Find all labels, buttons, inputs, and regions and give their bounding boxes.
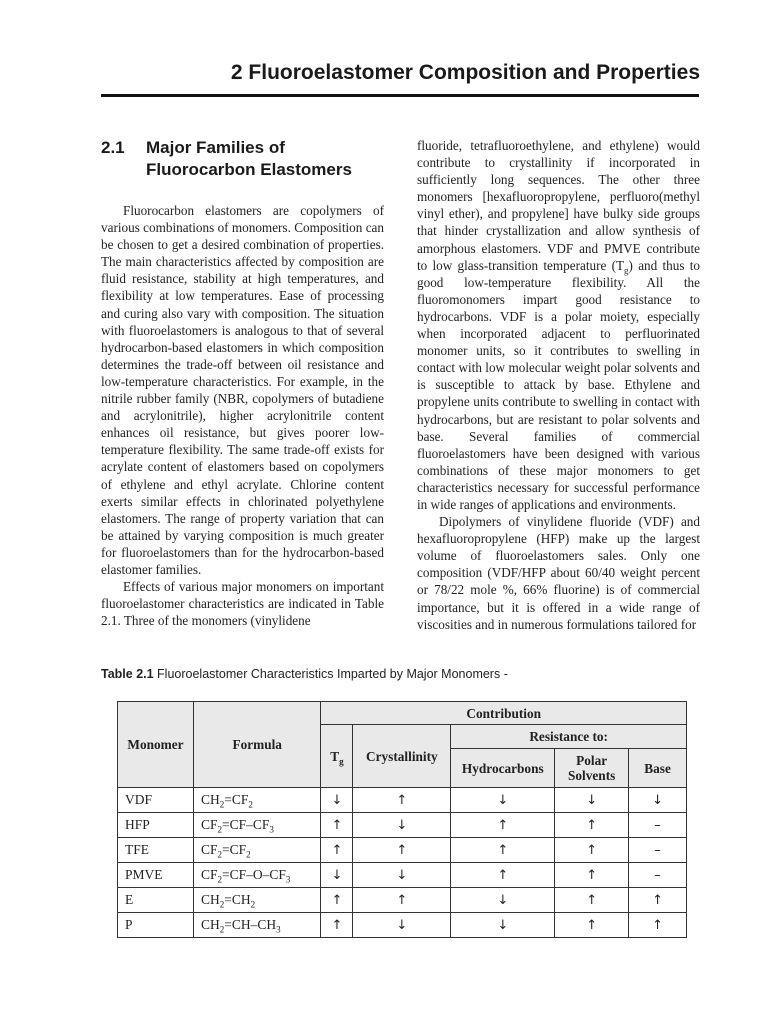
table-row: [118, 863, 687, 888]
left-paragraph-2: Effects of various major monomers on important fluoroelastomer characteristics are indicated in Table 2.1. Three of the monomers (vinylidene: [101, 579, 384, 629]
tg-subscript: g: [624, 265, 629, 276]
cell-tg: ↓: [321, 788, 353, 813]
section-number: 2.1: [101, 138, 125, 157]
cell-formula: $CF_2=CF_2$: [193, 838, 321, 863]
cell-monomer: TFE: [118, 838, 194, 863]
cell-crystallinity: ↓: [353, 863, 451, 888]
table-row: [118, 813, 687, 838]
cell-crystallinity: ↓: [353, 913, 451, 938]
cell-base: ↓: [629, 788, 687, 813]
cell-monomer: P: [118, 913, 194, 938]
header-formula: Formula: [193, 702, 321, 788]
table-row: [118, 788, 687, 813]
header-polar-solvents: Polar Solvents: [555, 749, 629, 788]
cell-hydrocarbons: ↑: [451, 863, 555, 888]
cell-base: ↑: [629, 888, 687, 913]
table-caption-label: Table 2.1: [101, 667, 154, 681]
right-paragraph-1: [417, 137, 700, 513]
section-title-line2: Fluorocarbon Elastomers: [146, 160, 352, 179]
section-title-line1: Major Families of: [146, 138, 285, 157]
title-rule: [101, 94, 699, 97]
cell-base: ↑: [629, 913, 687, 938]
cell-polar-solvents: ↓: [555, 788, 629, 813]
cell-polar-solvents: ↑: [555, 838, 629, 863]
cell-tg: ↑: [321, 913, 353, 938]
right-paragraph-1-part1: fluoride, tetrafluoroethylene, and ethylene) would contribute to crystallinity if incorporated in sufficiently long sequences. The other three monomers [hexafluoropropylene, perfluoro(methyl vinyl ether), and propylene] have bulky side groups that hinder crystallization and allow synthesis of amorphous elastomers. VDF and PMVE contribute to low glass-transition temperature (T: [417, 138, 700, 273]
table-row: [118, 913, 687, 938]
section-heading: [101, 137, 384, 181]
section-title: [146, 137, 352, 181]
cell-crystallinity: ↑: [353, 838, 451, 863]
cell-crystallinity: ↑: [353, 788, 451, 813]
table-caption-text: Fluoroelastomer Characteristics Imparted by Major Monomers -: [153, 667, 508, 681]
table-row: [118, 888, 687, 913]
cell-formula: $CH_2=CH_2$: [193, 888, 321, 913]
right-paragraph-1-part2: ) and thus to good low-temperature flexibility. All the fluoromonomers impart good resistance to hydrocarbons. VDF is a polar moiety, especially when incorporated adjacent to perfluorinated monomer units, so it contributes to swelling in contact with low molecular weight polar solvents and is susceptible to attack by base. Ethylene and propylene units contribute to swelling in contact with hydrocarbons, but are resistant to polar solvents and base. Several families of commercial fluoroelastomers have been designed with various combinations of these major monomers to get characteristics necessary for successful performance in wide ranges of applications and environments.: [417, 257, 700, 512]
chapter-title: 2 Fluoroelastomer Composition and Properties: [230, 61, 700, 84]
table-body: [118, 788, 687, 938]
cell-tg: ↑: [321, 888, 353, 913]
cell-monomer: HFP: [118, 813, 194, 838]
cell-hydrocarbons: ↑: [451, 838, 555, 863]
cell-formula: $CH_2=CH-CH_3$: [193, 913, 321, 938]
cell-tg: ↑: [321, 838, 353, 863]
header-tg: [321, 725, 353, 788]
header-contribution: Contribution: [321, 702, 687, 725]
header-tg-sub: g: [339, 756, 344, 767]
cell-crystallinity: ↑: [353, 888, 451, 913]
cell-formula: $CH_2=CF_2$: [193, 788, 321, 813]
cell-tg: ↑: [321, 813, 353, 838]
cell-polar-solvents: ↑: [555, 913, 629, 938]
header-hydrocarbons: Hydrocarbons: [451, 749, 555, 788]
monomer-table: [117, 701, 687, 938]
cell-monomer: E: [118, 888, 194, 913]
table-row: [118, 838, 687, 863]
cell-polar-solvents: ↑: [555, 863, 629, 888]
left-column: [101, 137, 384, 629]
left-paragraph-1: Fluorocarbon elastomers are copolymers of various combinations of monomers. Composition can be chosen to get a desired combination of properties. The main characteristics affected by composition are fluid resistance, stability at high temperatures, and flexibility at low temperatures. Ease of processing and curing also vary with composition. The situation with fluoroelastomers is analogous to that of several hydrocarbon-based elastomers in which composition determines the trade-off between oil resistance and low-temperature characteristics. For example, in the nitrile rubber family (NBR, copolymers of butadiene and acrylonitrile), higher acrylonitrile content enhances oil resistance, but gives poorer low-temperature flexibility. The same trade-off exists for acrylate content of elastomers based on copolymers of ethylene and ethyl acrylate. Chlorine content exerts similar effects in chlorinated polyethylene elastomers. The range of property variation that can be attained by varying composition is much greater for fluoroelastomers than for the hydrocarbon-based elastomer families.: [101, 203, 384, 577]
cell-formula: $CF_2=CF-CF_3$: [193, 813, 321, 838]
right-paragraph-2: Dipolymers of vinylidene fluoride (VDF) and hexafluoropropylene (HFP) make up the largest volume of fluoroelastomers sales. Only one composition (VDF/HFP about 60/40 weight percent or 78/22 mole %, 66% fluorine) is of commercial importance, but it is offered in a wide range of viscosities and in numerous formulations tailored for: [417, 514, 700, 632]
cell-polar-solvents: ↑: [555, 813, 629, 838]
cell-tg: ↓: [321, 863, 353, 888]
header-crystallinity: Crystallinity: [353, 725, 451, 788]
cell-hydrocarbons: ↓: [451, 913, 555, 938]
cell-hydrocarbons: ↓: [451, 788, 555, 813]
cell-base: –: [629, 813, 687, 838]
right-column: [417, 137, 700, 633]
cell-base: –: [629, 863, 687, 888]
header-resistance: Resistance to:: [451, 725, 687, 749]
header-tg-main: T: [330, 748, 340, 764]
cell-base: –: [629, 838, 687, 863]
cell-crystallinity: ↓: [353, 813, 451, 838]
cell-hydrocarbons: ↑: [451, 813, 555, 838]
cell-polar-solvents: ↑: [555, 888, 629, 913]
cell-monomer: PMVE: [118, 863, 194, 888]
header-base: Base: [629, 749, 687, 788]
cell-formula: $CF_2=CF-O-CF_3$: [193, 863, 321, 888]
header-monomer: Monomer: [118, 702, 194, 788]
cell-hydrocarbons: ↓: [451, 888, 555, 913]
table-caption: [101, 667, 508, 681]
cell-monomer: VDF: [118, 788, 194, 813]
